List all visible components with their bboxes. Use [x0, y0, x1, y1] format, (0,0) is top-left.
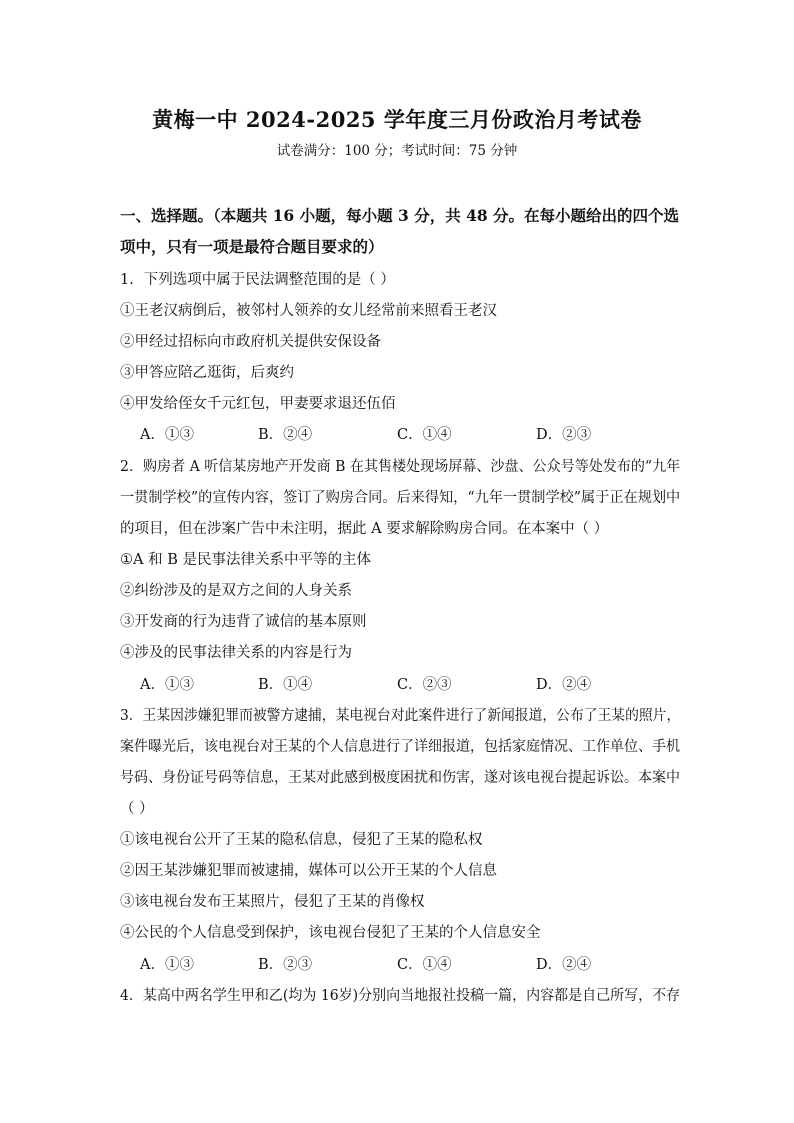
exam-title: 黄梅一中 2024-2025 学年度三月份政治月考试卷 [152, 107, 642, 132]
option-b[interactable]: B．②④ [258, 427, 313, 443]
question-3-item: ②因王某涉嫌犯罪而被逮捕，媒体可以公开王某的个人信息 [120, 863, 497, 879]
section-header-line: 一、选择题。（本题共 16 小题，每小题 3 分，共 48 分。在每小题给出的四个选 [120, 206, 680, 225]
section-header-line: 项中，只有一项是最符合题目要求的） [120, 237, 384, 256]
option-a[interactable]: A．①③ [140, 677, 194, 693]
option-a[interactable]: A．①③ [140, 957, 194, 973]
option-d[interactable]: D．②③ [536, 427, 592, 443]
question-3-item: ④公民的个人信息受到保护，该电视台侵犯了王某的个人信息安全 [120, 925, 541, 941]
question-3-stem: （ ） [120, 801, 154, 817]
question-2-item: ④涉及的民事法律关系的内容是行为 [120, 645, 352, 661]
question-1-item: ②甲经过招标向市政府机关提供安保设备 [120, 334, 381, 350]
option-b[interactable]: B．②③ [258, 957, 313, 973]
question-3-stem: 案件曝光后，该电视台对王某的个人信息进行了详细报道，包括家庭情况、工作单位、手机 [120, 739, 680, 755]
option-d[interactable]: D．②④ [536, 957, 592, 973]
question-1-item: ④甲发给侄女千元红包，甲妻要求退还伍佰 [120, 396, 396, 412]
question-3-stem: 3．王某因涉嫌犯罪而被警方逮捕，某电视台对此案件进行了新闻报道，公布了王某的照片， [120, 708, 681, 724]
question-2-item: ③开发商的行为违背了诚信的基本原则 [120, 614, 367, 630]
question-3-item: ③该电视台发布王某照片，侵犯了王某的肖像权 [120, 894, 425, 910]
question-3-item: ①该电视台公开了王某的隐私信息，侵犯了王某的隐私权 [120, 832, 483, 848]
question-2-item: ①A 和 B 是民事法律关系中平等的主体 [120, 552, 371, 568]
question-3-stem: 号码、身份证号码等信息，王某对此感到极度困扰和伤害，遂对该电视台提起诉讼。本案中 [120, 770, 680, 786]
question-1-item: ①王老汉病倒后，被邻村人领养的女儿经常前来照看王老汉 [120, 303, 497, 319]
question-1-item: ③甲答应陪乙逛街，后爽约 [120, 365, 294, 381]
option-b[interactable]: B．①④ [258, 677, 313, 693]
question-1-stem: 1．下列选项中属于民法调整范围的是（ ） [120, 272, 395, 288]
question-2-stem: 2．购房者 A 听信某房地产开发商 B 在其售楼处现场屏幕、沙盘、公众号等处发布的“九年 [120, 459, 681, 475]
question-4-stem: 4．某高中两名学生甲和乙(均为 16岁)分别向当地报社投稿一篇，内容都是自己所写，不存 [120, 988, 681, 1004]
option-c[interactable]: C．②③ [397, 677, 452, 693]
option-a[interactable]: A．①③ [140, 427, 194, 443]
option-c[interactable]: C．①④ [397, 957, 452, 973]
option-c[interactable]: C．①④ [397, 427, 452, 443]
option-d[interactable]: D．②④ [536, 677, 592, 693]
question-2-stem: 一贯制学校”的宣传内容，签订了购房合同。后来得知，“九年一贯制学校”属于正在规划中 [120, 490, 681, 506]
section-header [120, 200, 680, 262]
question-2-item: ②纠纷涉及的是双方之间的人身关系 [120, 583, 352, 599]
exam-subtitle: 试卷满分：100 分；考试时间：75 分钟 [276, 143, 518, 159]
question-2-stem: 的项目，但在涉案广告中未注明，据此 A 要求解除购房合同。在本案中（ ） [120, 521, 609, 537]
